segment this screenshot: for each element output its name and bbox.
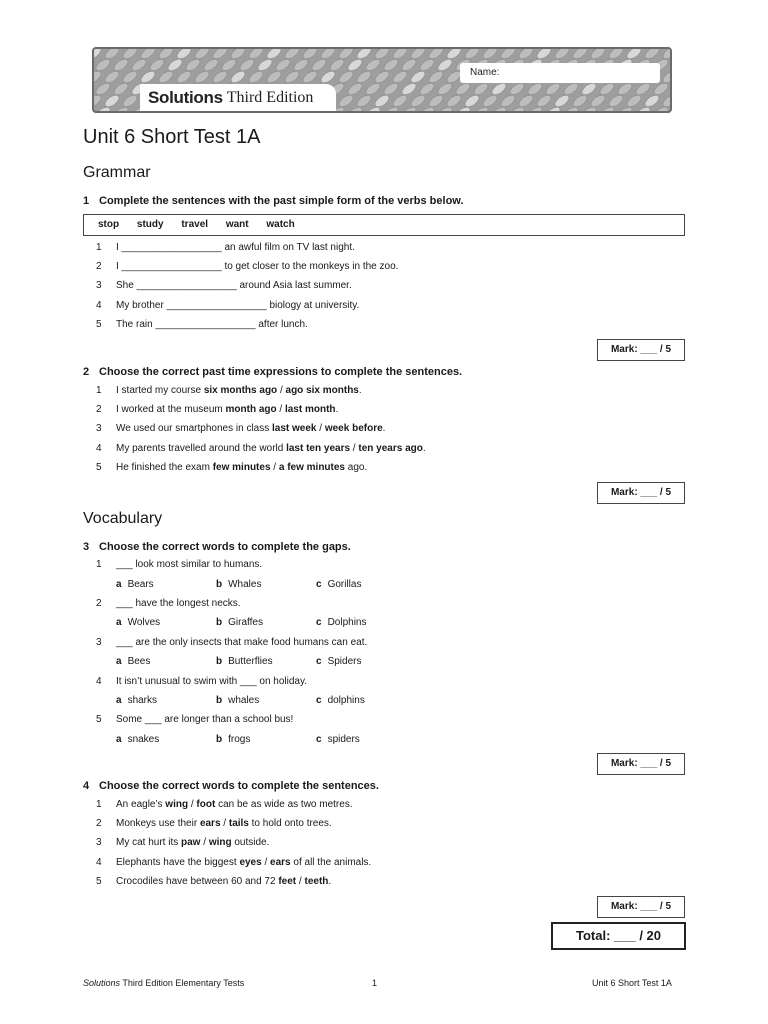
option-1[interactable]: eyes xyxy=(239,857,262,868)
option-separator: / xyxy=(270,462,279,473)
word-box-item: stop xyxy=(98,219,120,230)
pattern-pill xyxy=(301,69,319,85)
option-text: Bees xyxy=(127,656,151,667)
pattern-pill xyxy=(337,93,355,109)
brand-logo xyxy=(140,84,336,111)
option-2[interactable]: ten years ago xyxy=(358,443,423,454)
mark-box-task-1[interactable]: Mark: ___ / 5 xyxy=(597,339,685,361)
item-number: 1 xyxy=(96,799,102,810)
footer-test-name: Unit 6 Short Test 1A xyxy=(592,978,672,988)
pattern-pill xyxy=(418,81,436,97)
item-text: I __________________ an awful film on TV last night. xyxy=(116,242,355,253)
option-c[interactable] xyxy=(316,695,365,706)
task-3-item xyxy=(96,598,241,609)
pattern-pill xyxy=(112,81,130,97)
option-letter: a xyxy=(116,579,122,590)
pattern-pill xyxy=(121,69,139,85)
pattern-pill xyxy=(535,93,553,109)
pattern-pill xyxy=(184,57,202,73)
item-text-end: . xyxy=(382,423,386,434)
pattern-pill xyxy=(274,57,292,73)
section-heading-grammar: Grammar xyxy=(83,164,151,181)
option-separator: / xyxy=(277,385,286,396)
pattern-pill xyxy=(166,57,184,73)
task-2-item xyxy=(96,462,367,473)
task-4-item xyxy=(96,857,371,868)
pattern-pill xyxy=(364,81,382,97)
item-text: My cat hurt its xyxy=(116,837,182,848)
pattern-pill xyxy=(643,93,661,109)
pattern-pill xyxy=(562,81,580,97)
option-separator: / xyxy=(200,837,209,848)
task-3-item xyxy=(96,714,293,725)
option-a[interactable] xyxy=(116,579,154,590)
item-number: 3 xyxy=(96,837,102,848)
option-c[interactable] xyxy=(316,617,366,628)
task-number: 4 xyxy=(83,780,90,792)
pattern-pill xyxy=(157,69,175,85)
task-4-item xyxy=(96,837,269,848)
mark-box-task-4[interactable]: Mark: ___ / 5 xyxy=(597,896,685,918)
item-number: 5 xyxy=(96,319,102,330)
header-banner xyxy=(92,47,672,113)
option-1[interactable]: paw xyxy=(181,837,201,848)
option-text: Whales xyxy=(228,579,262,590)
item-number: 1 xyxy=(96,559,102,570)
option-letter: c xyxy=(316,695,322,706)
item-number: 3 xyxy=(96,423,102,434)
word-box-item: travel xyxy=(181,219,209,230)
pattern-pill xyxy=(427,69,445,85)
option-separator: / xyxy=(220,818,229,829)
task-1-instruction xyxy=(83,195,464,207)
task-2-item xyxy=(96,443,426,454)
pattern-pill xyxy=(94,81,112,97)
pattern-pill xyxy=(391,69,409,85)
task-1-item[interactable] xyxy=(96,280,352,291)
pattern-pill xyxy=(373,69,391,85)
option-separator: / xyxy=(296,876,305,887)
pattern-pill xyxy=(445,93,463,109)
task-3-item xyxy=(96,676,307,687)
pattern-pill xyxy=(616,81,634,97)
item-number: 4 xyxy=(96,857,102,868)
option-letter: b xyxy=(216,579,223,590)
pattern-pill xyxy=(220,57,238,73)
pattern-pill xyxy=(94,57,112,73)
pattern-pill xyxy=(112,57,130,73)
item-text: He finished the exam xyxy=(116,462,213,473)
name-field[interactable]: Name: xyxy=(460,63,660,83)
item-text-end: can be as wide as two metres. xyxy=(215,799,353,810)
pattern-pill xyxy=(265,69,283,85)
item-text: My brother __________________ biology at university. xyxy=(116,300,360,311)
option-letter: b xyxy=(216,656,223,667)
pattern-pill xyxy=(508,81,526,97)
option-letter: c xyxy=(316,656,322,667)
item-text: ___ are the only insects that make food humans can eat. xyxy=(116,637,368,648)
footer-book: Third Edition Elementary Tests xyxy=(120,978,245,988)
option-1[interactable]: six months ago xyxy=(203,385,278,396)
option-a[interactable] xyxy=(116,695,157,706)
item-number: 3 xyxy=(96,637,102,648)
pattern-pill xyxy=(355,93,373,109)
mark-box-task-2[interactable]: Mark: ___ / 5 xyxy=(597,482,685,504)
word-box xyxy=(83,214,685,236)
pattern-pill xyxy=(319,69,337,85)
pattern-pill xyxy=(652,81,670,97)
option-b[interactable] xyxy=(216,695,259,706)
pattern-pill xyxy=(229,69,247,85)
pattern-pill xyxy=(625,93,643,109)
option-b[interactable] xyxy=(216,656,273,667)
total-score-box[interactable]: Total: ___ / 20 xyxy=(551,922,686,950)
option-letter: c xyxy=(316,579,322,590)
item-number: 5 xyxy=(96,876,102,887)
item-text: Crocodiles have between 60 and 72 xyxy=(116,876,279,887)
option-separator: / xyxy=(188,799,197,810)
pattern-pill xyxy=(94,69,103,85)
pattern-pill xyxy=(598,81,616,97)
pattern-pill xyxy=(373,93,391,109)
pattern-pill xyxy=(256,57,274,73)
option-2[interactable]: tails xyxy=(228,818,249,829)
item-number: 5 xyxy=(96,462,102,473)
task-1-item[interactable] xyxy=(96,242,355,253)
option-text: frogs xyxy=(228,734,251,745)
task-3-instruction xyxy=(83,541,351,553)
option-2[interactable]: ago six months xyxy=(285,385,359,396)
item-number: 4 xyxy=(96,300,102,311)
option-b[interactable] xyxy=(216,617,263,628)
pattern-pill xyxy=(409,93,427,109)
task-number: 3 xyxy=(83,541,90,553)
option-1[interactable]: last ten years xyxy=(286,443,351,454)
item-text: It isn’t unusual to swim with ___ on holiday. xyxy=(116,676,308,687)
pattern-pill xyxy=(607,93,625,109)
option-letter: c xyxy=(316,734,322,745)
item-text: I worked at the museum xyxy=(116,404,226,415)
pattern-pill xyxy=(202,57,220,73)
task-4-instruction xyxy=(83,780,379,792)
word-box-item: want xyxy=(225,219,249,230)
option-1[interactable]: last week xyxy=(272,423,317,434)
footer-source xyxy=(83,978,244,988)
option-a[interactable] xyxy=(116,734,159,745)
item-text-end: to hold onto trees. xyxy=(248,818,332,829)
item-number: 2 xyxy=(96,598,102,609)
pattern-pill xyxy=(130,57,148,73)
option-2[interactable]: week before xyxy=(324,423,383,434)
pattern-pill xyxy=(553,93,571,109)
pattern-pill xyxy=(517,93,535,109)
pattern-pill xyxy=(400,57,418,73)
pattern-pill xyxy=(436,81,454,97)
pattern-pill xyxy=(103,69,121,85)
item-number: 1 xyxy=(96,242,102,253)
brand-edition: Third Edition xyxy=(226,88,314,106)
pattern-pill xyxy=(490,81,508,97)
section-heading-vocabulary: Vocabulary xyxy=(83,510,163,527)
pattern-pill xyxy=(436,57,454,73)
item-text: The rain __________________ after lunch. xyxy=(116,319,308,330)
option-letter: b xyxy=(216,734,223,745)
item-text: ___ look most similar to humans. xyxy=(116,559,263,570)
page-title: Unit 6 Short Test 1A xyxy=(83,126,261,148)
item-number: 1 xyxy=(96,385,102,396)
option-c[interactable] xyxy=(316,734,360,745)
option-b[interactable] xyxy=(216,734,250,745)
option-text: snakes xyxy=(127,734,160,745)
pattern-pill xyxy=(211,69,229,85)
pattern-pill xyxy=(418,57,436,73)
item-text-end: of all the animals. xyxy=(290,857,372,868)
pattern-pill xyxy=(364,57,382,73)
pattern-pill xyxy=(283,69,301,85)
pattern-pill xyxy=(337,69,355,85)
pattern-pill xyxy=(481,93,499,109)
pattern-pill xyxy=(634,81,652,97)
option-separator: / xyxy=(316,423,325,434)
item-number: 4 xyxy=(96,676,102,687)
option-1[interactable]: feet xyxy=(278,876,297,887)
pattern-pill xyxy=(382,57,400,73)
task-3-item xyxy=(96,559,262,570)
pattern-pill xyxy=(400,81,418,97)
task-2-item xyxy=(96,385,362,396)
task-text: Choose the correct words to complete the gaps. xyxy=(99,541,351,553)
task-3-item xyxy=(96,637,367,648)
item-text: My parents travelled around the world xyxy=(116,443,287,454)
option-a[interactable] xyxy=(116,617,160,628)
task-2-item xyxy=(96,404,338,415)
item-number: 4 xyxy=(96,443,102,454)
pattern-pill xyxy=(355,69,373,85)
pattern-pill xyxy=(247,69,265,85)
pattern-pill xyxy=(175,69,193,85)
task-text: Choose the correct words to complete the sentences. xyxy=(99,780,379,792)
pattern-pill xyxy=(571,93,589,109)
option-c[interactable] xyxy=(316,579,361,590)
option-c[interactable] xyxy=(316,656,361,667)
item-text-end: . xyxy=(328,876,332,887)
option-2[interactable]: wing xyxy=(208,837,232,848)
item-number: 2 xyxy=(96,404,102,415)
option-a[interactable] xyxy=(116,656,150,667)
option-text: Dolphins xyxy=(327,617,367,628)
option-text: spiders xyxy=(327,734,360,745)
item-text: ___ have the longest necks. xyxy=(116,598,241,609)
task-2-item xyxy=(96,423,385,434)
footer-page-number: 1 xyxy=(372,978,378,988)
pattern-pill xyxy=(499,93,517,109)
option-text: dolphins xyxy=(327,695,365,706)
option-letter: b xyxy=(216,617,223,628)
option-b[interactable] xyxy=(216,579,261,590)
option-text: Giraffes xyxy=(228,617,263,628)
option-letter: a xyxy=(116,656,122,667)
option-text: Wolves xyxy=(127,617,161,628)
pattern-pill xyxy=(121,93,139,109)
pattern-pill xyxy=(94,49,103,61)
option-1[interactable]: wing xyxy=(165,799,189,810)
option-2[interactable]: a few minutes xyxy=(278,462,345,473)
brand-name: Solutions xyxy=(148,87,223,107)
option-text: Spiders xyxy=(327,656,362,667)
option-2[interactable]: last month xyxy=(284,404,336,415)
pattern-pill xyxy=(463,93,481,109)
pattern-pill xyxy=(310,57,328,73)
pattern-pill xyxy=(427,93,445,109)
word-box-item: study xyxy=(136,219,164,230)
pattern-pill xyxy=(103,93,121,109)
pattern-pill xyxy=(238,57,256,73)
footer-series: Solutions xyxy=(83,978,121,988)
pattern-pill xyxy=(193,69,211,85)
option-letter: a xyxy=(116,734,122,745)
option-letter: b xyxy=(216,695,223,706)
item-text-end: . xyxy=(422,443,426,454)
pattern-pill xyxy=(589,93,607,109)
option-text: Gorillas xyxy=(327,579,362,590)
pattern-pill xyxy=(328,57,346,73)
option-text: Bears xyxy=(127,579,154,590)
option-letter: c xyxy=(316,617,322,628)
word-box-item: watch xyxy=(266,219,295,230)
task-1-item[interactable] xyxy=(96,300,359,311)
mark-box-task-3[interactable]: Mark: ___ / 5 xyxy=(597,753,685,775)
task-1-item[interactable] xyxy=(96,261,398,272)
task-4-item xyxy=(96,876,331,887)
pattern-pill xyxy=(94,93,103,109)
task-4-item xyxy=(96,818,332,829)
item-text-end: . xyxy=(358,385,362,396)
item-text: I __________________ to get closer to the monkeys in the zoo. xyxy=(116,261,399,272)
option-separator: / xyxy=(276,404,285,415)
item-text: She __________________ around Asia last summer. xyxy=(116,280,352,291)
option-separator: / xyxy=(261,857,271,868)
pattern-pill xyxy=(139,69,157,85)
option-text: whales xyxy=(228,695,260,706)
item-number: 3 xyxy=(96,280,102,291)
pattern-pill xyxy=(661,93,670,109)
item-number: 5 xyxy=(96,714,102,725)
option-text: sharks xyxy=(127,695,158,706)
option-letter: a xyxy=(116,695,122,706)
task-number: 1 xyxy=(83,195,90,207)
task-1-item[interactable] xyxy=(96,319,308,330)
option-text: Butterflies xyxy=(228,656,273,667)
task-number: 2 xyxy=(83,366,90,378)
item-text: I started my course xyxy=(116,385,204,396)
item-text: Some ___ are longer than a school bus! xyxy=(116,714,294,725)
pattern-pill xyxy=(661,69,670,85)
item-text: An eagle’s xyxy=(116,799,166,810)
item-text: Elephants have the biggest xyxy=(116,857,240,868)
option-letter: a xyxy=(116,617,122,628)
pattern-pill xyxy=(454,81,472,97)
task-text: Complete the sentences with the past simple form of the verbs below. xyxy=(99,195,464,207)
option-separator: / xyxy=(350,443,359,454)
pattern-pill xyxy=(409,69,427,85)
item-number: 2 xyxy=(96,818,102,829)
item-text: We used our smartphones in class xyxy=(116,423,273,434)
option-2[interactable]: foot xyxy=(196,799,216,810)
pattern-pill xyxy=(544,81,562,97)
pattern-pill xyxy=(382,81,400,97)
task-text: Choose the correct past time expressions to complete the sentences. xyxy=(99,366,463,378)
item-number: 2 xyxy=(96,261,102,272)
pattern-pill xyxy=(472,81,490,97)
option-2[interactable]: teeth xyxy=(304,876,329,887)
task-2-instruction xyxy=(83,366,462,378)
option-1[interactable]: month ago xyxy=(225,404,277,415)
option-2[interactable]: ears xyxy=(270,857,291,868)
pattern-pill xyxy=(292,57,310,73)
pattern-pill xyxy=(346,81,364,97)
item-text-end: . xyxy=(335,404,339,415)
item-text: Monkeys use their xyxy=(116,818,200,829)
item-text-end: outside. xyxy=(231,837,270,848)
pattern-pill xyxy=(346,57,364,73)
item-text-end: ago. xyxy=(345,462,368,473)
pattern-pill xyxy=(391,93,409,109)
pattern-pill xyxy=(526,81,544,97)
option-1[interactable]: ears xyxy=(199,818,221,829)
pattern-pill xyxy=(148,57,166,73)
pattern-pill xyxy=(580,81,598,97)
option-1[interactable]: few minutes xyxy=(212,462,271,473)
task-4-item xyxy=(96,799,353,810)
